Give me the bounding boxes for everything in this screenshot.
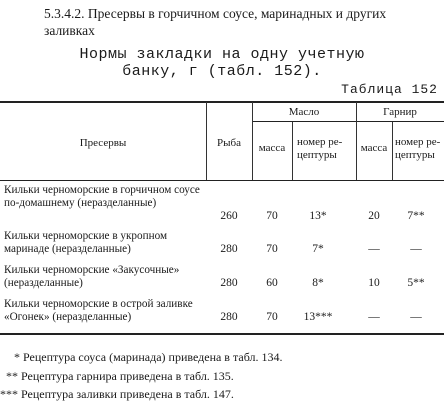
row-oil-recipe-value: 8* bbox=[312, 277, 324, 289]
row-oil-mass-value: 70 bbox=[266, 311, 278, 323]
norms-title-line-2: банку, г (табл. 152). bbox=[122, 63, 322, 80]
table-row-name: Кильки черноморские в горчичном соусе по-домашнему (неразделанные) bbox=[4, 184, 200, 209]
row-garnish-mass-value: 10 bbox=[368, 277, 380, 289]
row-oil-recipe-value: 13*** bbox=[303, 311, 333, 323]
row-fish-value: 280 bbox=[220, 311, 238, 323]
header-oil-mass: масса bbox=[258, 142, 286, 154]
header-fish: Рыба bbox=[217, 137, 241, 149]
footnote-garnish: ** Рецептура гарнира приведена в табл. 135. bbox=[6, 369, 234, 383]
row-oil-recipe-value: 7* bbox=[312, 243, 324, 255]
header-oil: Масло bbox=[288, 106, 320, 118]
table-row-name: Кильки черноморские в укропном маринаде (неразделанные) bbox=[4, 230, 168, 255]
row-garnish-recipe-value: 5** bbox=[407, 277, 425, 289]
row-oil-mass-value: 70 bbox=[266, 210, 278, 222]
header-bottom-rule bbox=[0, 180, 444, 181]
table-label: Таблица 152 bbox=[341, 82, 438, 97]
header-garnish-mass: масса bbox=[360, 142, 388, 154]
section-title: 5.3.4.2. Пресервы в горчичном соусе, маринадных и других заливках bbox=[44, 6, 387, 38]
group-header-rule bbox=[252, 121, 444, 122]
column-divider-garnish-inner bbox=[392, 122, 393, 180]
row-fish-value: 280 bbox=[220, 243, 238, 255]
row-garnish-mass-value: — bbox=[368, 311, 380, 323]
row-garnish-recipe-value: — bbox=[410, 311, 422, 323]
footnote-sauce: * Рецептура соуса (маринада) приведена в табл. 134. bbox=[14, 350, 283, 364]
row-oil-mass-value: 70 bbox=[266, 243, 278, 255]
norms-title-line-1: Нормы закладки на одну учетную bbox=[79, 46, 365, 63]
table-row-name: Кильки черноморские в острой заливке «Огонек» (неразделанные) bbox=[4, 298, 193, 323]
row-garnish-mass-value: — bbox=[368, 243, 380, 255]
row-fish-value: 280 bbox=[220, 277, 238, 289]
table-row-name: Кильки черноморские «Закусочные» (неразделанные) bbox=[4, 264, 180, 289]
header-garnish: Гарнир bbox=[383, 106, 417, 118]
footnote-filling: *** Рецептура заливки приведена в табл. 147. bbox=[0, 387, 234, 401]
row-garnish-recipe-value: — bbox=[410, 243, 422, 255]
row-garnish-recipe-value: 7** bbox=[407, 210, 425, 222]
row-fish-value: 260 bbox=[220, 210, 238, 222]
row-garnish-mass-value: 20 bbox=[368, 210, 380, 222]
table-bottom-rule bbox=[0, 333, 444, 335]
column-divider-oil-inner bbox=[292, 122, 293, 180]
header-preserves: Пресервы bbox=[79, 137, 127, 149]
row-oil-recipe-value: 13* bbox=[309, 210, 327, 222]
header-oil-recipe: номер ре-цептуры bbox=[297, 136, 343, 161]
table-top-rule bbox=[0, 101, 444, 103]
header-garnish-recipe: номер ре-цептуры bbox=[395, 136, 441, 161]
row-oil-mass-value: 60 bbox=[266, 277, 278, 289]
